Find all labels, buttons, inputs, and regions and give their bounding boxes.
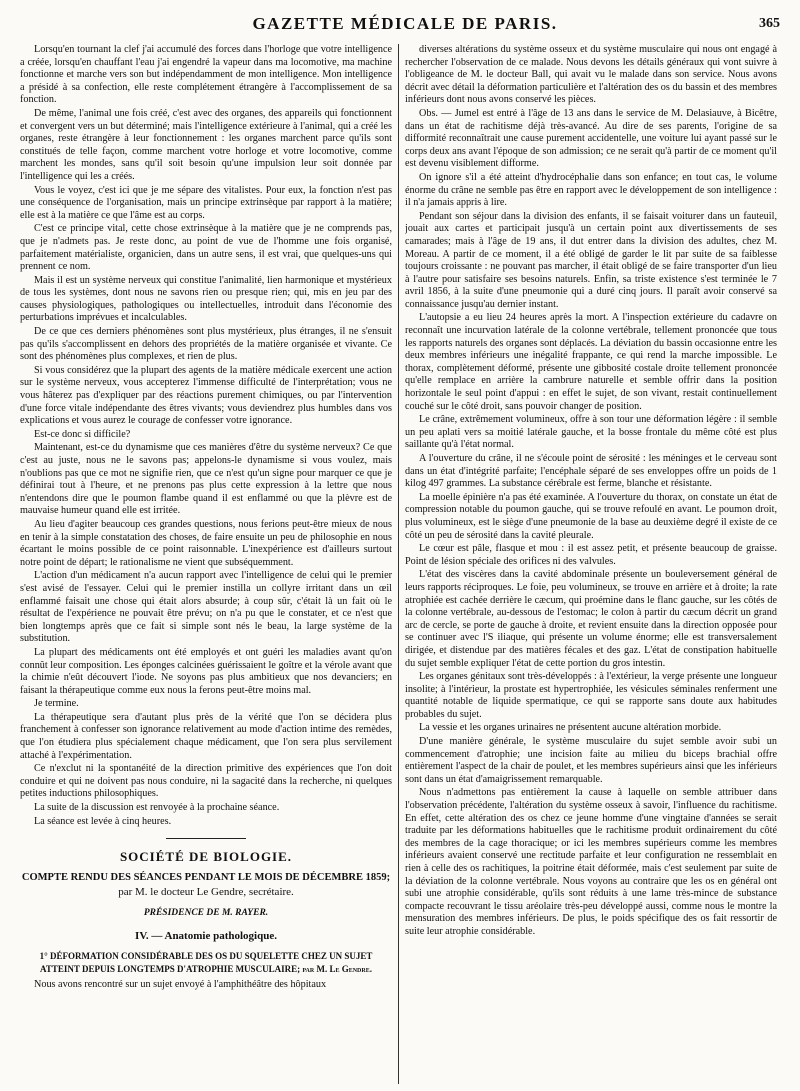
paragraph: Au lieu d'agiter beaucoup ces grandes questions, nous ferions peut-être mieux de nous en tenir à la simple constatation des choses, de faire ensuite un peu de philosophie en nous écartant le moins possible de ce point raisonnable. L'inexpérience est d'ailleurs surtout notre point de départ; le rationalisme ne vient que subséquemment. <box>20 518 392 568</box>
paragraph: De ce que ces derniers phénomènes sont plus mystérieux, plus étranges, il ne s'ensuit pas qu'ils s'accomplissent en dehors des propriétés de la matière organisée et vivante. Ce sont des phénomènes plus complexes, et rien de plus. <box>20 326 392 363</box>
paragraph: Ce n'exclut ni la spontanéité de la direction primitive des expériences que l'on doit conduire et qui ne doivent pas nous conduire, ni la sagacité dans la recherche, ni quelques petites inductions philosophiques. <box>20 763 392 800</box>
paragraph: La moelle épinière n'a pas été examinée. A l'ouverture du thorax, on constate un état de compression notable du poumon gauche, qui se trouve refoulé en avant. Le poumon droit, plus volumineux, est le siège d'une pneumonie de la base au deuxième degré il existe de ce côté un peu de sérosité dans la cavité pleurale. <box>405 491 777 541</box>
paragraph: La thérapeutique sera d'autant plus près de la vérité que l'on se décidera plus franchement à confesser son ignorance relativement au mode d'action intime des remèdes, que l'on étudiera plus spécialement chaque médicament, que l'on sera plus servilement attaché à l'expérimentation. <box>20 711 392 761</box>
journal-title: GAZETTE MÉDICALE DE PARIS. <box>252 14 558 33</box>
paragraph: Je termine. <box>34 698 79 710</box>
society-byline: par M. le docteur Le Gendre, secrétaire. <box>118 886 294 899</box>
page-number: 365 <box>759 16 780 31</box>
observation-title: 1° DÉFORMATION CONSIDÉRABLE DES OS DU SQUELETTE CHEZ UN SUJET ATTEINT DEPUIS LONGTEMPS D'ATROPHIE MUSCULAIRE; par M. Le Gendre. <box>39 951 373 974</box>
society-subtitle: COMPTE RENDU DES SÉANCES PENDANT LE MOIS DE DÉCEMBRE 1859; <box>21 871 391 883</box>
right-column <box>405 44 777 1089</box>
left-column <box>20 44 392 1089</box>
paragraph: Obs. — Jumel est entré à l'âge de 13 ans dans le service de M. Delasiauve, à Bicêtre, dans un état de rachitisme déjà très-avancé. Au dire de ses parents, l'origine de sa difformité reconnaîtrait une cause purement accidentelle, une voiture lui ayant passé sur le corps deux ans avant l'époque de son admission; ce ne serait qu'à partir de ce moment qu'il est devenu visiblement difforme. <box>405 107 777 170</box>
paragraph: diverses altérations du système osseux et du système musculaire qui nous ont engagé à rechercher l'observation de ce malade. Nous devons les détails généraux qui vont suivre à l'obligeance de M. le docteur Ball, qui avait vu le malade dans son service. Nous avons décrit avec détail la déformation particulière et l'altération des os du bassin et des membres inférieurs dont nous avons conservé les pièces. <box>405 44 777 106</box>
paragraph: La vessie et les organes urinaires ne présentent aucune altération morbide. <box>419 722 722 734</box>
paragraph: Maintenant, est-ce du dynamisme que ces manières d'être du système nerveux? Ce que c'est au juste, nous ne le savons pas; appelons-le dynamisme si vous voulez, mais n'oublions pas que ce mot ne signifie rien, que ce n'est qu'un signe pour marquer ce que je définirai tout à l'heure, et ne prenons pas plus cette expression à la lettre que nous n'entendons dire que le poumon flambe quand il est enflammé ou que la plèvre est de mauvaise humeur quand elle est irritée. <box>20 442 392 517</box>
presidence-line: PRÉSIDENCE DE M. RAYER. <box>143 908 269 918</box>
paragraph: Vous le voyez, c'est ici que je me sépare des vitalistes. Pour eux, la fonction n'est pas une conséquence de l'organisation, mais un principe extrinsèque par rapport à la matière; elle est à la matière ce que l'âme est au corps. <box>20 184 392 221</box>
paragraph: La plupart des médicaments ont été employés et ont guéri les maladies avant qu'on connût leur composition. Les éponges calcinées guérissaient le goître et la vérole avant que la chimie n'eût découvert l'iode. Ne soyons pas plus ambitieux que nos devanciers; en faisant la thérapeutique comme eux nous la ferons peut-être moins mal. <box>20 646 392 696</box>
paragraph: De même, l'animal une fois créé, c'est avec des organes, des appareils qui fonctionnent et convergent vers un but déterminé; mais l'intelligence extérieure à l'animal, qui a créé les organes, reste étrangère à leur fonctionnement : les organes marchent parce qu'ils sont constitués de telle façon, comme marchent votre horloge et votre locomotive, comme marchent les mondes, sans qu'il soit besoin qu'une impulsion leur soit donnée par l'intelligence qui les a créés. <box>20 107 392 182</box>
paragraph: Est-ce donc si difficile? <box>34 428 131 440</box>
column-divider <box>398 44 399 1084</box>
paragraph: L'état des viscères dans la cavité abdominale présente un bouleversement général de leurs rapports réciproques. Le foie, peu volumineux, se trouve en arrière et à droite; la rate atrophiée est cachée derrière le cæcum, qui proémine dans le flanc gauche, sur les côtés de la colonne vertébrale, au-dessous de l'estomac; le colon à partir du cæcum décrit un grand arc de cercle, se porte de gauche à droite, et revient ensuite dans la direction opposée pour se continuer avec l'S iliaque, qui présente un volume énorme; elle est transversalement dirigée, et distendue par des matières fécales et des gaz. L'état de constipation habituelle du sujet semble expliquer l'état de cette portion du gros intestin. <box>405 569 777 669</box>
paragraph: C'est ce principe vital, cette chose extrinsèque à la matière que je ne comprends pas, que je n'admets pas. Je reste donc, au point de vue de l'homme une fois organisé, parfaitement matérialiste, organicien, dans un autre sens, il est vrai, que quelques-uns qui prennent ce nom. <box>20 223 392 273</box>
society-title: SOCIÉTÉ DE BIOLOGIE. <box>119 849 293 865</box>
paragraph: Les organes génitaux sont très-développés : à l'extérieur, la verge présente une longueur insolite; à l'intérieur, la prostate est hypertrophiée, les vésicules séminales renferment une quantité notable de liquide spermatique, ce qui se rapporte sans doute aux habitudes probables du sujet. <box>405 671 777 720</box>
paragraph: Nous avons rencontré sur un sujet envoyé à l'amphithéâtre des hôpitaux <box>34 979 327 991</box>
paragraph: Le cœur est pâle, flasque et mou : il est assez petit, et présente beaucoup de graisse. Point de lésion spéciale des orifices ni des valvules. <box>405 543 777 567</box>
paragraph: D'une manière générale, le système musculaire du sujet semble avoir subi un commencement d'atrophie; une incision faite au milieu du biceps brachial offre entièrement l'aspect de la chair de poulet, et les membres supérieurs ainsi que les inférieurs sont dans un état d'amaigrissement remarquable. <box>405 736 777 785</box>
page-header <box>30 10 780 40</box>
paragraph: A l'ouverture du crâne, il ne s'écoule point de sérosité : les méninges et le cerveau sont dans un état d'intégrité parfaite; l'encéphale séparé de ses enveloppes offre un poids de 1 kilog 497 grammes. La substance cérébrale est ferme, blanche et résistante. <box>405 453 777 490</box>
paragraph: Nous n'admettons pas entièrement la cause à laquelle on semble attribuer dans l'observation précédente, l'altération du système osseux à savoir, l'influence du rachitisme. En effet, cette altération des os chez ce jeune homme d'une vingtaine d'années se serait traduite par les déformations habituelles que le rachitisme produit ordinairement du côté des membres de la cage thoracique; or ici les membres supérieurs comme les membres inférieurs avaient conservé une rectitude parfaite et leur configuration ne ressemblait en rien à celle des os rachitiques, la poitrine était déformée, mais c'est seulement par suite de la déviation de la colonne vertébrale. Nous voyons au contraire que les os en général ont subi une atrophie considérable, qu'ils sont réduits à une lame très-mince de substance compacte recouvrant le tissu aréolaire très-peu développé aussi, comme nous le montre la mensuration des membres inférieurs. De plus, le poids spécifique des os fait ressortir de suite leur atrophie considérable. <box>405 787 777 937</box>
section-heading: IV. — Anatomie pathologique. <box>135 929 277 942</box>
paragraph: L'autopsie a eu lieu 24 heures après la mort. A l'inspection extérieure du cadavre on reconnaît une incurvation latérale de la colonne vertébrale, tellement prononcée que tous les rapports naturels des organes sont déplacés. La déviation du bassin occasionne entre les deux membres inférieurs une inégalité frappante, ce qui rend la marche impossible. Le thorax, complètement déformé, présente une gibbosité costale droite tellement prononcée qu'elle remplace en arrière la cambrure naturelle et semble offrir dans la position horizontale le seul point d'appui : en effet le sujet, de son vivant, restait continuellement couché sur le côté droit, sans pouvoir changer de position. <box>405 312 777 412</box>
section-divider <box>166 838 246 839</box>
paragraph: La séance est levée à cinq heures. <box>34 815 172 827</box>
paragraph: Lorsqu'en tournant la clef j'ai accumulé des forces dans l'horloge que votre intelligence a créée, lorsqu'en chauffant l'eau j'ai engendré la vapeur dans ma locomotive, ma machine fonctionne et marche vers son but indépendamment de mon intelligence. Mon intelligence a présidé à sa confection, elle reste complétement étrangère à l'accomplissement de sa fonction. <box>20 44 392 106</box>
paragraph: On ignore s'il a été atteint d'hydrocéphalie dans son enfance; en tout cas, le volume énorme du crâne ne semble pas être en rapport avec le développement de son intelligence : il n'a jamais appris à lire. <box>405 171 777 209</box>
paragraph: La suite de la discussion est renvoyée à la prochaine séance. <box>34 802 280 814</box>
paragraph: Si vous considérez que la plupart des agents de la matière médicale exercent une action sur le système nerveux, vous accepterez l'immense difficulté de l'interprétation; vous ne vous hâterez pas d'expliquer par des réactions purement chimiques, ou par l'intervention d'une force vitale indépendante des êtres vivants; vous deviendrez plus humbles dans vos explications et vous aurez le courage de confesser votre ignorance. <box>20 364 392 427</box>
paragraph: Le crâne, extrêmement volumineux, offre à son tour une déformation légère : il semble un peu aplati vers sa moitié latérale gauche, et la bosse frontale du même côté est plus saillante qu'à l'état normal. <box>405 414 777 451</box>
paragraph: L'action d'un médicament n'a aucun rapport avec l'intelligence de celui qui le premier s'est avisé de l'essayer. Celui qui le premier instilla un collyre irritant dans un œil enflammé faisait une chose qui était alors absurde; à coup sûr, c'était là un fait où le résultat de l'expérience ne pouvait être prévu; on n'a pu que le constater, et ce n'est que bien longtemps après que ce fait si simple sont nés le beau, la large système de la substitution. <box>20 570 392 645</box>
paragraph: Mais il est un système nerveux qui constitue l'animalité, lien harmonique et mystérieux de tous les systèmes, dont nous ne savons rien ou presque rien; qui, mis en jeu par des causes physiologiques, pathologiques ou intellectuelles, introduit dans l'économie des perturbations imprévues et incalculables. <box>20 274 392 324</box>
paragraph: Pendant son séjour dans la division des enfants, il se faisait voiturer dans un fauteuil, jouait aux cartes et participait jusqu'à un certain point aux divertissements de ses camarades; mais à l'âge de 19 ans, il dut entrer dans la division des adultes, chez M. Moreau. A partir de ce moment, il a été obligé de garder le lit par suite de sa faiblesse toujours croissante : ne pouvant pas marcher, il était obligé de se faire transporter d'un lieu à l'autre pour satisfaire ses besoins naturels. Enfin, sa triste existence s'est terminée le 7 avril 1856, à la suite d'une pneumonie qui a duré cinq jours. Il paraît avoir conservé sa connaissance jusqu'au dernier instant. <box>405 210 777 310</box>
